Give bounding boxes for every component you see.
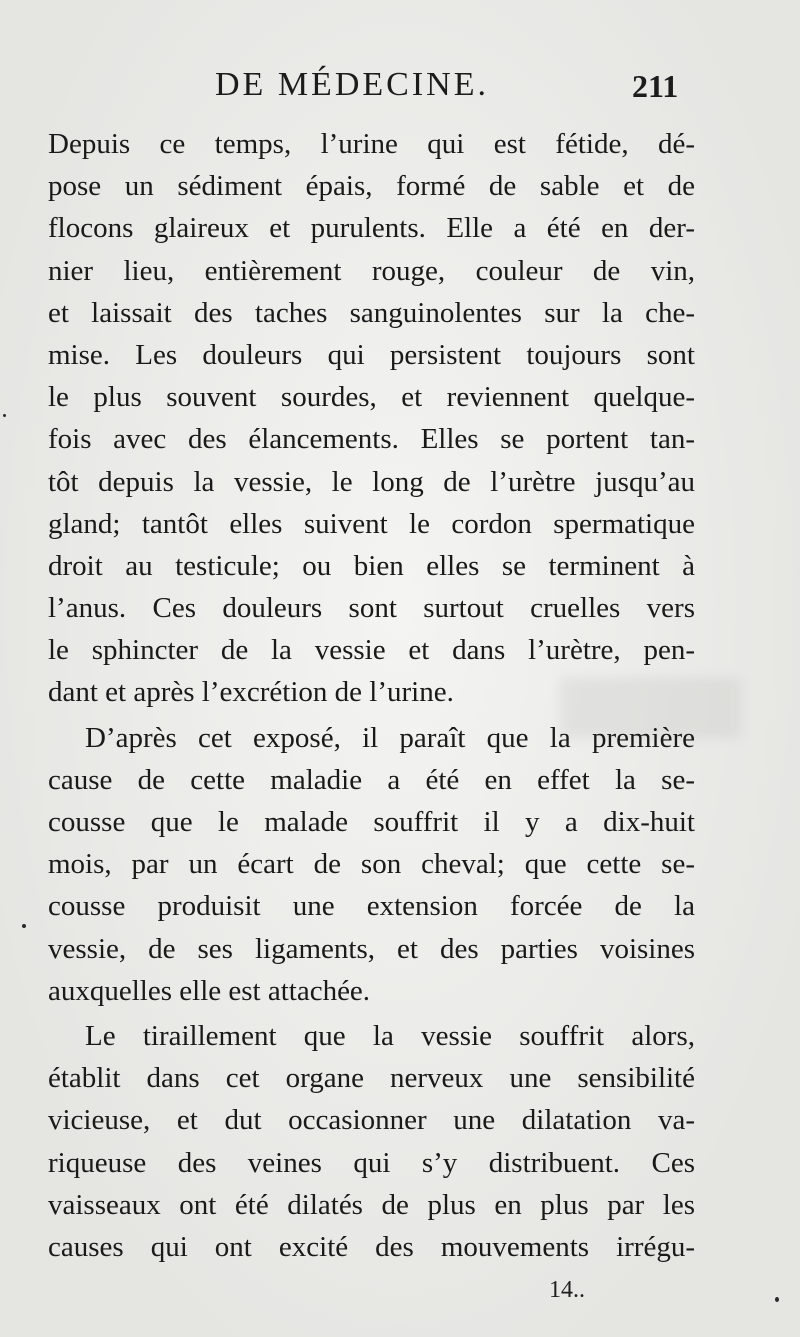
body-text	[48, 123, 695, 1268]
text-line: dant et après l’excrétion de l’urine.	[48, 676, 454, 709]
text-line: vicieuse, et dut occasionner une dilatation va-	[48, 1104, 695, 1137]
text-line: mise. Les douleurs qui persistent toujours sont	[48, 338, 695, 371]
signature-mark: 14..	[549, 1277, 585, 1303]
text-line: cause de cette maladie a été en effet la se-	[48, 763, 695, 796]
text-line: l’anus. Ces douleurs sont surtout cruelles vers	[48, 592, 695, 625]
text-line: et laissait des taches sanguinolentes sur la che-	[48, 296, 695, 329]
page-header	[0, 66, 800, 116]
text-line: vessie, de ses ligaments, et des parties voisines	[48, 932, 695, 965]
text-line: le plus souvent sourdes, et reviennent quelque-	[48, 381, 695, 414]
ink-speck	[3, 414, 6, 417]
text-line: le sphincter de la vessie et dans l’urètre, pen-	[48, 634, 695, 667]
text-line: fois avec des élancements. Elles se portent tan-	[48, 423, 695, 456]
text-line: pose un sédiment épais, formé de sable et de	[48, 170, 695, 203]
page-number: 211	[632, 68, 679, 104]
text-line: nier lieu, entièrement rouge, couleur de vin,	[48, 254, 695, 287]
text-line: tôt depuis la vessie, le long de l’urètre jusqu’au	[48, 465, 695, 498]
text-line: Depuis ce temps, l’urine qui est fétide, dé-	[48, 128, 695, 160]
text-line: cousse que le malade souffrit il y a dix-huit	[48, 806, 695, 838]
running-head: DE MÉDECINE.	[215, 66, 489, 103]
text-line: droit au testicule; ou bien elles se terminent à	[48, 549, 695, 582]
text-line: cousse produisit une extension forcée de la	[48, 890, 695, 923]
text-line: Le tiraillement que la vessie souffrit alors,	[85, 1019, 695, 1052]
paragraph-3	[48, 1015, 695, 1268]
text-line: gland; tantôt elles suivent le cordon spermatique	[48, 507, 695, 540]
text-line: riqueuse des veines qui s’y distribuent. Ces	[48, 1146, 695, 1179]
text-line: flocons glaireux et purulents. Elle a été en der-	[48, 212, 695, 245]
text-line: causes qui ont excité des mouvements irrégu-	[48, 1230, 695, 1263]
text-line: vaisseaux ont été dilatés de plus en plus par les	[48, 1188, 695, 1221]
text-line: auxquelles elle est attachée.	[48, 974, 371, 1007]
text-line: mois, par un écart de son cheval; que cette se-	[48, 848, 695, 881]
ink-speck	[22, 924, 26, 928]
text-line: établit dans cet organe nerveux une sensibilité	[48, 1062, 695, 1095]
paragraph-1	[48, 123, 695, 714]
text-line: D’après cet exposé, il paraît que la première	[85, 721, 695, 754]
ink-speck	[775, 1297, 779, 1302]
paragraph-2	[48, 717, 695, 1012]
